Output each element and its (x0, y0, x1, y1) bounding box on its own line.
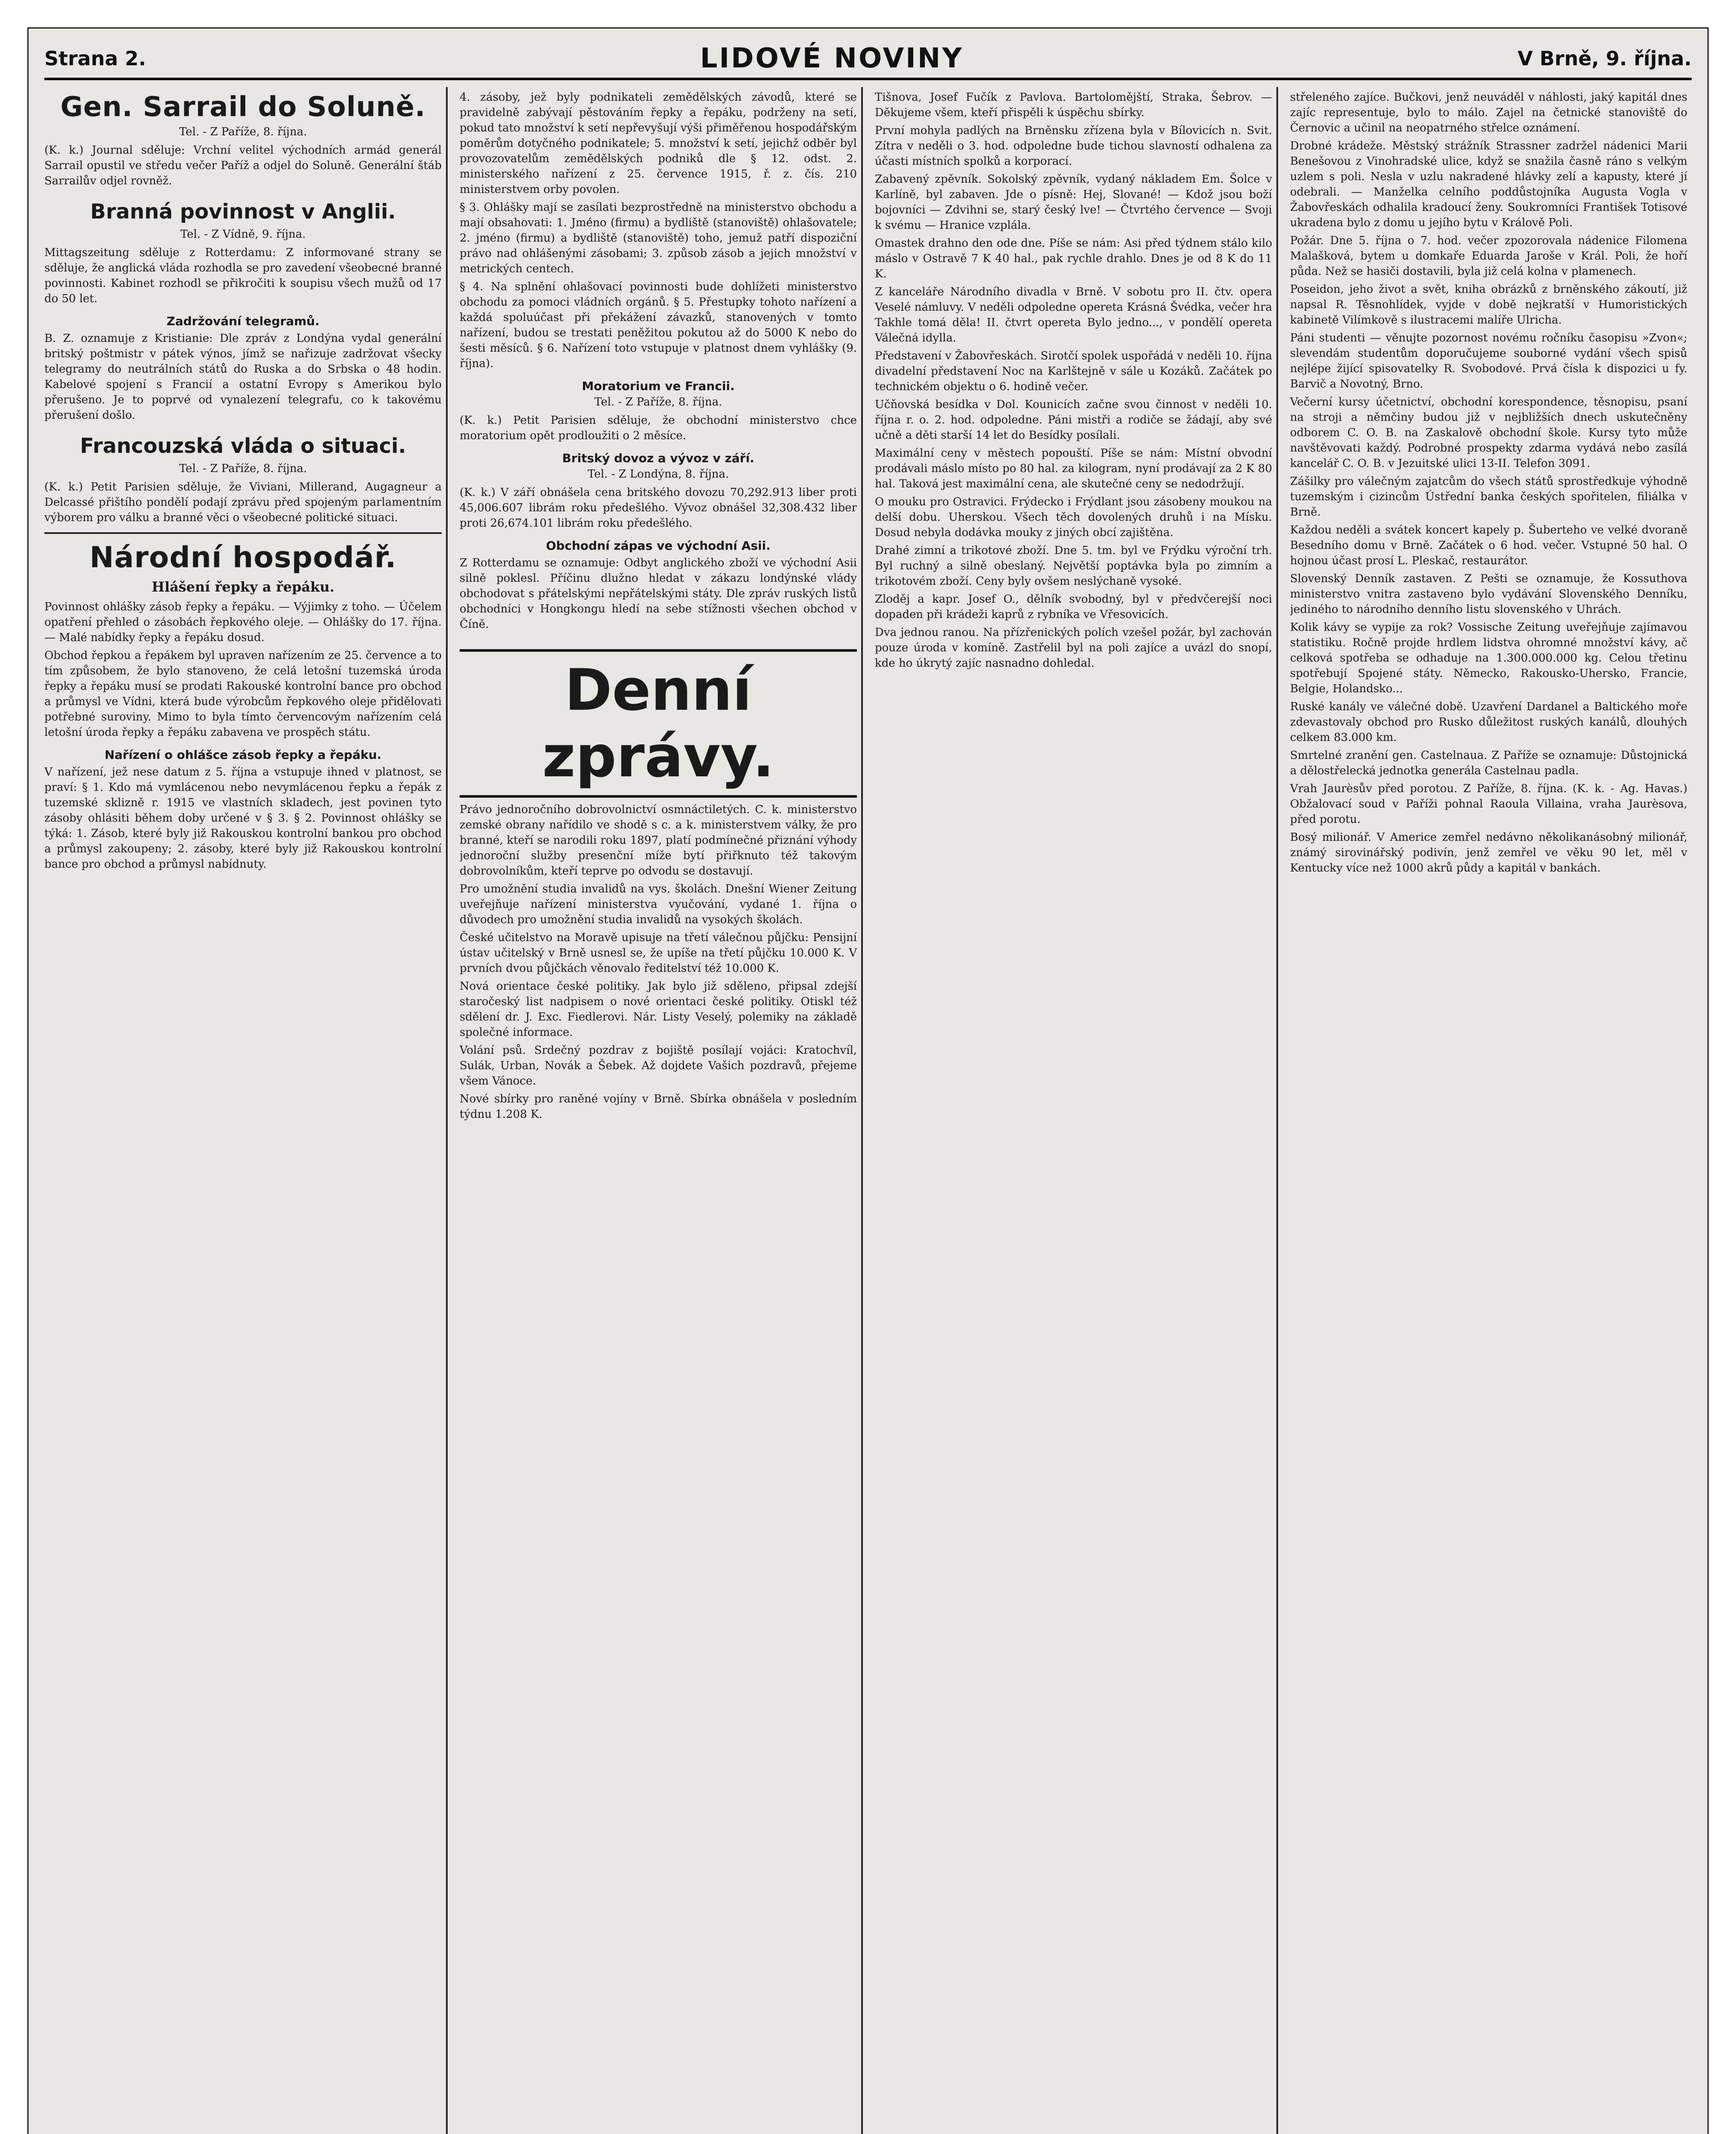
article-c4-11: Ruské kanály ve válečné době. Uzavření Dardanel a Baltického moře zdevastovaly obchod pro Rusko důležitost ruských kanálů, dlouhých celkem 83.000 km. (1290, 700, 1687, 744)
headline-sarrail: Gen. Sarrail do Soluně. (60, 91, 426, 123)
subhead-telegrams: Zadržování telegramů. (166, 314, 320, 328)
article-c3-8: Maximální ceny v městech popouští. Píše se nám: Místní obvodní prodávali máslo místo po 80 hal. za kilogram, nyní prodávají za 2 K 80 hal. Taková jest maximální cena, ale skutečné ceny se nedodržují. (875, 447, 1272, 490)
article-c4-7: Zášilky pro válečným zajatcům do všech států sprostředkuje výhodně tuzemským i cizincům Ústřední banka českých spořitelen, filiálka v Brně. (1290, 475, 1687, 519)
article-vychodni-asie: Z Rotterdamu se oznamuje: Odbyt anglického zboží ve východní Asii silně poklesl. Příčinu dlužno hledat v zákazu londýnské vlády obchodovat s přátelskými nepřátelskými státy. Dle zpráv ruských listů obchodníci v Hongkongu hledí na sebe stížnosti všechen obchod v Číně. (460, 557, 857, 631)
article-c2-7: Nová orientace české politiky. Jak bylo již sděleno, připsal zdejší staročeský list nadpisem o nové orientaci české politiky. Otiskl též sdělení dr. J. Exc. Fiedlerovi. Nár. Listy Veselý, polemiky na základě společné informace. (460, 980, 857, 1039)
column-3 (875, 87, 1278, 2134)
article-c3-5: Z kanceláře Národního divadla v Brně. V sobotu pro II. čtv. opera Veselé námluvy. V neděli odpoledne opereta Krásná Švédka, večer hra Takhle tomá děla! II. čtvrt opereta Bylo jedno..., v pondělí opereta Válečná idylla. (875, 286, 1272, 344)
article-c2-2: § 3. Ohlášky mají se zasílati bezprostředně na ministerstvo obchodu a mají obsahovati: 1. Jméno (firmu) a bydliště (stanoviště) ohlašovatele; 2. jméno (firmu) a bydliště (stanoviště) toho, jemuž patří dispoziční právo nad ohlášenými zásobami; 3. způsob zásob a jejich množství v metrických centech. (460, 201, 857, 275)
article-c2-1: 4. zásoby, jež byly podnikateli zemědělských závodů, které se pravidelně zabývají pěstováním řepky a řepáku, podrženy na setí, pokud tato množství k setí nepřevyšují výši přiměřenou hospodářským poměrům dotyčného podnikatele; 5. množství k setí, jejichž odběr byl provozovatelům zemědělských podniků dle § 12. odst. 2. ministerského nařízení z 25. července 1915, ř. z. čís. 210 ministerstvem orby povolen. (460, 91, 857, 196)
article-c3-1: Tišnova, Josef Fučík z Pavlova. Bartolomějští, Straka, Šebrov. — Děkujeme všem, kteří přispěli k úspěchu sbírky. (875, 91, 1272, 119)
article-c4-1: střeleného zajíce. Bučkovi, jenž neuváděl v náhlosti, jaký kapitál dnes zajíc representuje, bylo to málo. Zajel na četnické stanoviště do Černovic a učinil na neopatrného střelce oznámení. (1290, 91, 1687, 134)
article-c2-9: Nové sbírky pro raněné vojíny v Brně. Sbírka obnášela v posledním týdnu 1.208 K. (460, 1093, 857, 1121)
article-c4-8: Každou neděli a svátek koncert kapely p. Šuberteho ve velké dvoraně Besedního domu v Brně. Začátek o 6 hod. večer. Vstupné 50 hal. O hojnou účast prosí L. Pleskač, restaurátor. (1290, 524, 1687, 567)
article-telegrams: B. Z. oznamuje z Kristianie: Dle zpráv z Londýna vydal generální britský poštmistr v pátek výnos, jímž se nařizuje zadržovat všecky telegramy do neutrálních států do Ruska a do Srbska o 48 hodin. Kabelové spojení s Francií a ostatní Evropy s Amerikou bylo přerušeno. Je to poprvé od vynalezení telegrafu, co k takovému přerušení došlo. (44, 332, 442, 422)
article-moratorium: (K. k.) Petit Parisien sděluje, že obchodní ministerstvo chce moratorium opět prodloužiti o 2 měsíce. (460, 414, 857, 442)
subhead-vychodni-asie: Obchodní zápas ve východní Asii. (546, 539, 771, 553)
article-c2-4: Právo jednoročního dobrovolnictví osmnáctiletých. C. k. ministerstvo zemské obrany nařídilo ve shodě s c. a k. ministerstvem války, že pro branné, kteří se narodili roku 1897, platí podmínečné přiznání výhody jednoroční služby presenční míže bytí přiřknuto též takovým dobrovolníkům, kteří teprve po odvodu se dostavují. (460, 803, 857, 878)
dateline-moratorium: Tel. - Z Paříže, 8. října. (594, 396, 722, 408)
columns (44, 87, 1692, 2134)
subhead-britsky-dovoz: Britský dovoz a vývoz v září. (562, 451, 754, 465)
section-narodni-hospodar: Národní hospodář. (89, 541, 397, 574)
article-c4-13: Vrah Jaurèsův před porotou. Z Paříže, 8. října. (K. k. - Ag. Havas.) Obžalovací soud v Paříži pohnal Raoula Villaina, vraha Jaurèsova, před porotu. (1290, 782, 1687, 826)
section-denni-zpravy: Denní zprávy. (460, 649, 857, 798)
dateline-anglie: Tel. - Z Vídně, 9. října. (180, 228, 306, 241)
article-c3-7: Učňovská besídka v Dol. Kounicích začne svou činnost v neděli 10. října r. o. 2. hod. odpoledne. Páni mistři a rodiče se žádají, aby své učně a děti starší 14 let do Besídky posílali. (875, 398, 1272, 442)
column-divider (44, 532, 442, 534)
article-narizeni: V nařízení, jež nese datum z 5. října a vstupuje ihned v platnost, se praví: § 1. Kdo má vymlácenou nebo nevymlácenou řepku a řepák z tuzemské sklizně r. 1915 ve vlastních skladech, jest povinen tyto zásoby ohlásiti během doby určené v § 3. § 2. Povinnost ohlášky se týká: 1. Zásob, které byly již Rakouskou kontrolní bankou pro obchod a průmysl zakoupeny; 2. zásoby, které byly již Rakouskou kontrolní bance pro obchod a průmysl nabídnuty. (44, 766, 442, 871)
subhead-narizeni: Nařízení o ohlášce zásob řepky a řepáku. (105, 748, 382, 762)
dateline-sarrail: Tel. - Z Paříže, 8. října. (179, 125, 307, 138)
article-c4-14: Bosý milionář. V Americe zemřel nedávno několikanásobný milionář, známý sirovinářský podivín, jenž zemřel ve věku 90 let, měl v Kentucky více než 1000 akrů půdy a kapitál v bankách. (1290, 831, 1687, 875)
article-c2-5: Pro umožnění studia invalidů na vys. školách. Dnešní Wiener Zeitung uveřejňuje nařízení ministerstva vyučování, vydané 1. října o důvodech pro umožnění studia invalidů na vysokých školách. (460, 883, 857, 926)
article-c4-2: Drobné krádeže. Městský strážník Strassner zadržel nádenici Marii Benešovou z Vinohradské ulice, když se snažila časně ráno s velkým uzlem s poli. Nesla v uzlu nakradené hlávky zelí a kapusty, které jí odebrali. — Manželka celního poddůstojníka Augusta Vogla v Žabovřeskách odhalila kradoucí ženy. Soukromníci František Totisové ukradena bylo z domu u jejího bytu v Králově Poli. (1290, 140, 1687, 229)
article-c2-3: § 4. Na splnění ohlašovací povinnosti bude dohlížeti ministerstvo obchodu za pomoci vládních orgánů. § 5. Přestupky tohoto nařízení a každá spoluúčast při překážení závazků, stanovených v tomto nařízení, budou se trestati peněžitou pokutou až do 5000 K nebo do šesti měsíců. § 6. Nařízení toto vstupuje v platnost dnem vyhlášky (9. října). (460, 280, 857, 370)
article-anglie: Mittagszeitung sděluje z Rotterdamu: Z informované strany se sděluje, že anglická vláda rozhodla se pro zavedení všeobecné branné povinnosti. Kabinet rozhodl se přikročiti k soupisu všech mužů od 17 do 50 let. (44, 246, 442, 305)
article-c4-9: Slovenský Denník zastaven. Z Pešti se oznamuje, že Kossuthova ministerstvo vnitra zastaveno bylo vydávání Slovenského Denníku, jediného to národního denního listu slovenského v Uhrách. (1290, 572, 1687, 616)
subhead-moratorium: Moratorium ve Francii. (582, 379, 735, 393)
newspaper-page (27, 27, 1709, 2134)
newspaper-title: LIDOVÉ NOVINY (700, 43, 964, 74)
article-c3-9: O mouku pro Ostravici. Frýdecko i Frýdlant jsou zásobeny moukou na delší dobu. Uherskou. Všech těch dovolených druhů i na Mísku. Dosud nebyla dodávka mouky z jiných obcí zajištěna. (875, 496, 1272, 539)
article-france: (K. k.) Petit Parisien sděluje, že Viviani, Millerand, Augagneur a Delcassé přištího pondělí podají zprávu před spojeným parlamentním výborem pro válku a branné věci o všeobecné politické situaci. (44, 481, 442, 524)
column-1 (44, 87, 448, 2134)
headline-france: Francouzská vláda o situaci. (80, 434, 406, 458)
article-c4-4: Poseidon, jeho život a svět, kniha obrázků z brněnského zákoutí, již napsal R. Těsnohlídek, vyjde v době nejkratší v Humoristických kabinetě Vilímkově s ilustracemi malíře Ulricha. (1290, 283, 1687, 327)
article-britsky-dovoz: (K. k.) V září obnášela cena britského dovozu 70,292.913 liber proti 45,006.607 librám roku předešlého. Vývoz obnášel 32,308.432 liber proti 26,674.101 librám roku předešlého. (460, 486, 857, 530)
article-c3-3: Zabavený zpěvník. Sokolský zpěvník, vydaný nákladem Em. Šolce v Karlíně, byl zabaven. Jde o písně: Hej, Slované! — Kdož jsou boží bojovníci — Zdvihni se, starý český lve! — Čtvrtého července — Svoji k svému — Hranice vzplála. (875, 173, 1272, 232)
article-sarrail: (K. k.) Journal sděluje: Vrchní velitel východních armád generál Sarrail opustil ve středu večer Paříž a odjel do Soluně. Generální štáb Sarrailův odjel rovněž. (44, 144, 442, 187)
article-c2-8: Volání psů. Srdečný pozdrav z bojiště posílají vojáci: Kratochvíl, Sulák, Urban, Novák a Šebek. Až dojdete Vašich pozdravů, přejeme všem Vánoce. (460, 1044, 857, 1087)
dateline-france: Tel. - Z Paříže, 8. října. (179, 462, 307, 475)
date-line: V Brně, 9. října. (1518, 47, 1692, 70)
masthead (44, 39, 1692, 80)
article-c2-6: České učitelstvo na Moravě upisuje na třetí válečnou půjčku: Pensijní ústav učitelský v Brně usnesl se, že upíše na třetí půjčku 10.000 K. V prvních dvou půjčkách věnovalo ředitelství též 10.000 K. (460, 931, 857, 975)
page-number: Strana 2. (44, 47, 146, 70)
article-c4-5: Páni studenti — věnujte pozornost novému ročníku časopisu »Zvon«; slevendám studentům doporučujeme souborné vydání všech spisů nejlépe žijící spisovatelky R. Svobodové. Prvá čísla k dispozici u fy. Barvič a Novotný, Brno. (1290, 332, 1687, 391)
column-4 (1290, 87, 1692, 2134)
headline-anglie: Branná povinnost v Anglii. (90, 200, 396, 224)
article-c4-3: Požár. Dne 5. října o 7. hod. večer zpozorovala nádenice Filomena Malašková, bytem u domkaře Eduarda Jaroše v Král. Poli, že hoří půda. Než se hasiči dostavili, byla již celá kolna v plamenech. (1290, 234, 1687, 278)
column-2 (460, 87, 863, 2134)
article-c3-6: Představení v Žabovřeskách. Sirotčí spolek uspořádá v neděli 10. října divadelní představení Noc na Karlštejně v sále u Kozáků. Začátek po technickém objektu o 6. hodině večer. (875, 350, 1272, 393)
article-c3-2: První mohyla padlých na Brněnsku zřízena byla v Bílovicích n. Svit. Zítra v neděli o 3. hod. odpoledne bude tichou slavností odhalena za účasti místních spolků a korporací. (875, 124, 1272, 168)
article-c4-10: Kolik kávy se vypije za rok? Vossische Zeitung uveřejňuje zajímavou statistiku. Ročně projde hrdlem lidstva ohromné množství kávy, ač celková spotřeba se odhaduje na 1.300.000.000 kg. Celou třetinu spotřebují Spojené státy. Německo, Rakousko-Uhersko, Francie, Belgie, Holandsko... (1290, 621, 1687, 695)
article-hlaseni-summary: Povinnost ohlášky zásob řepky a řepáku. — Výjimky z toho. — Účelem opatření přehled o zásobách řepkového oleje. — Ohlášky do 17. října. — Malé nabídky řepky a řepáku dosud. (44, 601, 442, 644)
subhead-hlaseni: Hlášení řepky a řepáku. (151, 579, 335, 595)
article-hlaseni: Obchod řepkou a řepákem byl upraven nařízením ze 25. července a to tím způsobem, že bylo stanoveno, že celá letošní tuzemská úroda řepky a řepáku musí se prodati Rakouské kontrolní bance pro obchod a průmysl ve Vídni, která bude výrobcům řepkového oleje přidělovati potřebné suroviny. Mimo to byla tímto červencovým nařízením celá letošní úroda řepky a řepáku zabavena ve prospěch státu. (44, 649, 442, 739)
article-c3-11: Zloděj a kapr. Josef O., dělník svobodný, byl v předvčerejší noci dopaden při krádeži kaprů z rybníka ve Vřesovicích. (875, 593, 1272, 621)
article-c4-12: Smrtelné zranění gen. Castelnaua. Z Paříže se oznamuje: Důstojnická a dělostřelecká jednotka generála Castelnau padla. (1290, 749, 1687, 777)
article-c3-12: Dva jednou ranou. Na přízřenických polích vzešel požár, byl zachován pouze úroda v komíně. Zastřelil byl na poli zajíce a uvázl do snopí, kde ho úkrytý zajíc nasnadno dohledal. (875, 626, 1272, 670)
article-c3-4: Omastek drahno den ode dne. Píše se nám: Asi před týdnem stálo kilo máslo v Ostravě 7 K 40 hal., pak rychle drahlo. Dnes je od 8 K do 11 K. (875, 237, 1272, 280)
article-c4-6: Večerní kursy účetnictví, obchodní korespondence, těsnopisu, psaní na stroji a němčiny budou již v nejbližších dnech uskutečněny odborem C. O. B. na Zaskalově obchodní škole. Kursy tyto může navštěvovati každý. Podrobné prospekty zdarma vydává nebo zasílá kancelář C. O. B. v Jezuitské ulici 13-II. Telefon 3091. (1290, 396, 1687, 470)
dateline-britsky-dovoz: Tel. - Z Londýna, 8. října. (587, 468, 729, 481)
article-c3-10: Drahé zimní a trikotové zboží. Dne 5. tm. byl ve Frýdku výroční trh. Byl ruchný a silně obeslaný. Největší poptávka byla po zimním a trikotovém zboží. Ceny byly ovšem neslýchaně vysoké. (875, 544, 1272, 588)
